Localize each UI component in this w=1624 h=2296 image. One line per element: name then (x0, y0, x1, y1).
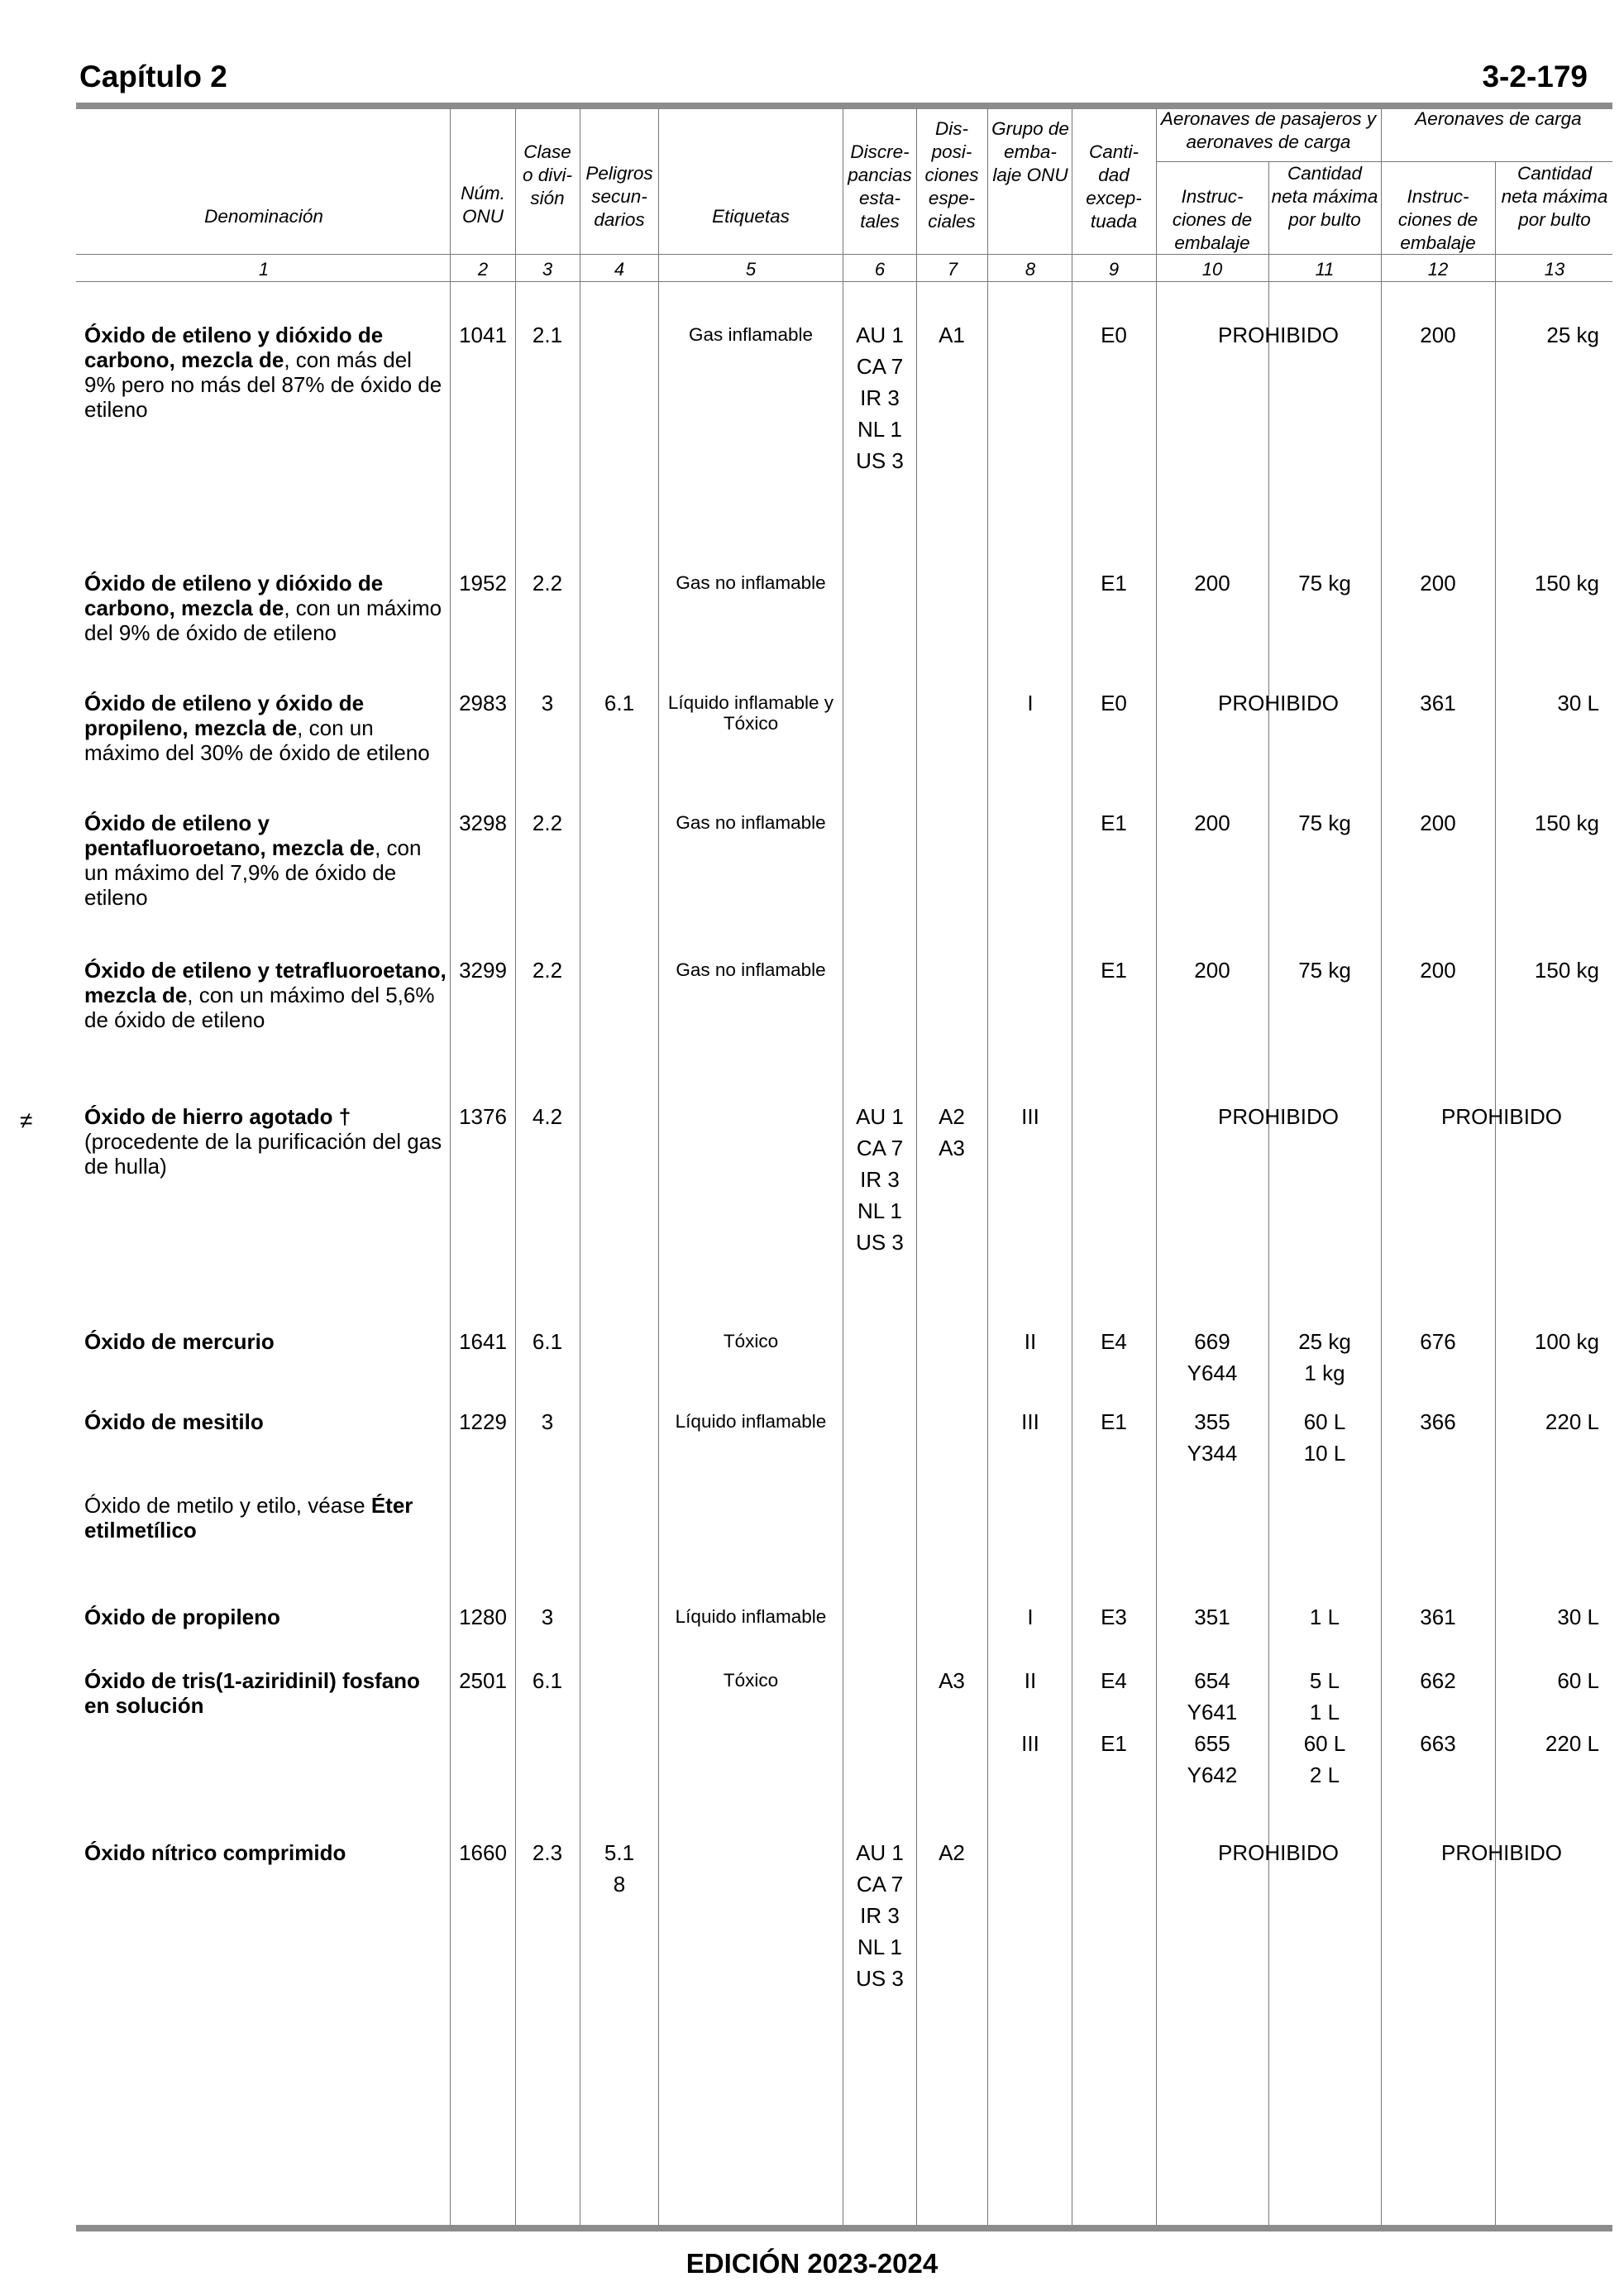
col-divider (1268, 161, 1269, 2225)
pax-packing-instruction: 654 Y641 655 Y642 (1187, 1668, 1238, 1787)
column-number: 7 (947, 259, 958, 280)
col-divider (987, 108, 988, 2225)
cargo-max-quantity: 150 kg (1534, 958, 1599, 983)
col-divider (1156, 108, 1157, 2225)
cargo-packing-instruction: 361 (1420, 691, 1456, 715)
entry-name-bold: Óxido de mercurio (84, 1329, 275, 1354)
col-header-cantidad-pax: Cantidad neta máxima por bulto (1271, 163, 1378, 230)
class-division: 2.3 (532, 1840, 563, 1865)
pax-packing-instruction: 355 Y344 (1187, 1409, 1238, 1466)
pax-packing-instruction: PROHIBIDO (1218, 1104, 1339, 1129)
cargo-max-quantity: 60 L 220 L (1545, 1668, 1599, 1756)
column-number: 11 (1315, 259, 1335, 280)
secondary-hazard: 6.1 (604, 691, 635, 715)
cargo-max-quantity: 150 kg (1534, 811, 1599, 835)
packing-group: II (1024, 1329, 1037, 1354)
cargo-packing-instruction: 200 (1420, 958, 1456, 983)
page-number: 3-2-179 (1482, 60, 1588, 93)
label-text: Gas no inflamable (676, 572, 826, 593)
col-header-cantidad-carga: Cantidad neta máxima por bulto (1501, 163, 1608, 230)
packing-group: III (1021, 1104, 1039, 1129)
cargo-packing-instruction: 200 (1420, 323, 1456, 347)
pax-max-quantity: 75 kg (1298, 571, 1351, 596)
entry-description: , con un máximo del 9% de óxido de etileno (84, 596, 442, 645)
entry-name-bold: Éter etilmetílico (84, 1493, 413, 1543)
class-division: 3 (541, 1605, 554, 1629)
cargo-max-quantity: 30 L (1557, 691, 1599, 715)
cargo-packing-instruction: 366 (1420, 1409, 1456, 1434)
col-header-peligros: Peligros secun- darios (585, 163, 653, 230)
cargo-packing-instruction: 200 (1420, 571, 1456, 596)
un-number: 2501 (459, 1668, 507, 1693)
secondary-hazard: 5.1 8 (604, 1840, 635, 1897)
label-text: Tóxico (723, 1331, 779, 1351)
entry-description: (procedente de la purificación del gas de hulla) (84, 1129, 442, 1179)
special-provisions: A2 A3 (939, 1104, 965, 1160)
pax-packing-instruction: 200 (1194, 571, 1230, 596)
entry-name-bold: Óxido de etileno y dióxido de carbono, mezcla de (84, 571, 384, 620)
class-division: 2.2 (532, 571, 563, 596)
special-provisions: A2 (939, 1840, 965, 1865)
entry-prefix: Óxido de metilo y etilo, véase (84, 1493, 371, 1518)
entry-description: , con un máximo del 30% de óxido de etileno (84, 715, 430, 765)
entry-name-bold: Óxido de etileno y tetrafluoroetano, mezcla de (84, 958, 447, 1007)
col-header-instrucciones-carga: Instruc- ciones de embalaje (1397, 186, 1478, 253)
col-header-denominacion: Denominación (204, 206, 323, 227)
col-divider (515, 108, 516, 2225)
class-division: 2.2 (532, 811, 563, 835)
special-provisions: A3 (939, 1668, 965, 1693)
class-division: 4.2 (532, 1104, 563, 1129)
column-number: 13 (1544, 259, 1565, 280)
un-number: 1952 (459, 571, 507, 596)
column-number: 3 (542, 259, 553, 280)
cargo-max-quantity: 30 L (1557, 1605, 1599, 1629)
entry-denomination (84, 811, 448, 910)
column-number: 10 (1201, 259, 1223, 280)
group-header-pasajeros: Aeronaves de pasajeros y aeronaves de carga (1160, 108, 1377, 152)
column-number: 12 (1427, 259, 1449, 280)
entry-denomination (84, 958, 448, 1032)
col-header-cantidad-exceptuada: Canti- dad excep- tuada (1086, 141, 1142, 232)
pax-packing-instruction: PROHIBIDO (1218, 691, 1339, 715)
packing-group: I (1027, 691, 1034, 715)
col-header-etiquetas: Etiquetas (712, 206, 790, 227)
cargo-max-quantity: 150 kg (1534, 571, 1599, 596)
label-text: Gas no inflamable (676, 812, 826, 833)
col-header-num-onu: Núm. ONU (461, 183, 505, 227)
cargo-packing-instruction: PROHIBIDO (1441, 1104, 1562, 1129)
col-divider (916, 108, 917, 2225)
col-divider (1381, 108, 1382, 2225)
entry-name-bold: Óxido de etileno y pentafluoroetano, mezcla de (84, 811, 375, 860)
label-text: Gas inflamable (688, 324, 814, 345)
entry-denomination (84, 1493, 448, 1543)
cargo-packing-instruction: PROHIBIDO (1441, 1840, 1562, 1865)
label-text: Gas no inflamable (676, 959, 826, 980)
excepted-quantity: E1 (1101, 1409, 1127, 1434)
state-variations: AU 1 CA 7 IR 3 NL 1 US 3 (856, 1840, 904, 1991)
col-header-disposiciones: Dis- posi- ciones espe- ciales (924, 118, 979, 232)
cargo-packing-instruction: 676 (1420, 1329, 1456, 1354)
entry-description: , con un máximo del 7,9% de óxido de etileno (84, 835, 422, 910)
pax-max-quantity: 1 L (1309, 1605, 1340, 1629)
entry-name-bold: Óxido de mesitilo (84, 1409, 264, 1434)
label-text: Líquido inflamable (675, 1606, 827, 1627)
packing-group: III (1021, 1409, 1039, 1434)
chapter-title: Capítulo 2 (79, 60, 227, 93)
column-number: 9 (1108, 259, 1120, 280)
class-division: 6.1 (532, 1329, 563, 1354)
col-header-grupo-embalaje: Grupo de emba- laje ONU (991, 118, 1069, 185)
label-text: Tóxico (723, 1670, 779, 1691)
class-division: 6.1 (532, 1668, 563, 1693)
entry-denomination (84, 691, 448, 765)
un-number: 1041 (459, 323, 507, 347)
entry-name-bold: Óxido de tris(1-aziridinil) fosfano en solución (84, 1668, 420, 1718)
header-rule (76, 281, 1612, 282)
col-divider (658, 108, 659, 2225)
entry-name-bold: Óxido de hierro agotado † (84, 1104, 351, 1129)
un-number: 1280 (459, 1605, 507, 1629)
pax-packing-instruction: PROHIBIDO (1218, 323, 1339, 347)
un-number: 1660 (459, 1840, 507, 1865)
cargo-max-quantity: 25 kg (1546, 323, 1599, 347)
packing-group: II III (1021, 1668, 1039, 1756)
col-divider (1495, 161, 1496, 2225)
entry-name-bold: Óxido de propileno (84, 1605, 280, 1629)
column-number: 1 (258, 259, 270, 280)
excepted-quantity: E4 (1101, 1329, 1127, 1354)
cargo-packing-instruction: 361 (1420, 1605, 1456, 1629)
col-header-discrepancias: Discre- pancias esta- tales (848, 141, 912, 232)
state-variations: AU 1 CA 7 IR 3 NL 1 US 3 (856, 323, 904, 473)
column-number: 5 (745, 259, 757, 280)
col-header-clase: Clase o divi- sión (522, 141, 573, 208)
packing-group: I (1027, 1605, 1034, 1629)
entry-denomination (84, 1605, 448, 1629)
cargo-packing-instruction: 662 663 (1420, 1668, 1456, 1756)
pax-packing-instruction: 200 (1194, 958, 1230, 983)
entry-name-bold: Óxido nítrico comprimido (84, 1840, 346, 1865)
excepted-quantity: E1 (1101, 811, 1127, 835)
class-division: 2.2 (532, 958, 563, 983)
excepted-quantity: E3 (1101, 1605, 1127, 1629)
column-number: 6 (874, 259, 886, 280)
pax-max-quantity: 25 kg 1 kg (1298, 1329, 1351, 1385)
pax-max-quantity: 75 kg (1298, 811, 1351, 835)
bottom-rule (76, 2225, 1612, 2231)
cargo-max-quantity: 220 L (1545, 1409, 1599, 1434)
col-header-instrucciones-pax: Instruc- ciones de embalaje (1172, 186, 1253, 253)
un-number: 3299 (459, 958, 507, 983)
column-number: 4 (614, 259, 625, 280)
un-number: 3298 (459, 811, 507, 835)
pax-max-quantity: 60 L 10 L (1303, 1409, 1346, 1466)
pax-packing-instruction: 669 Y644 (1187, 1329, 1238, 1385)
excepted-quantity: E0 (1101, 691, 1127, 715)
excepted-quantity: E1 (1101, 571, 1127, 596)
col-divider (450, 108, 451, 2225)
entry-denomination (84, 571, 448, 645)
entry-name-bold: Óxido de etileno y dióxido de carbono, mezcla de (84, 323, 384, 372)
entry-denomination (84, 1409, 448, 1434)
un-number: 1229 (459, 1409, 507, 1434)
excepted-quantity: E0 (1101, 323, 1127, 347)
label-text: Líquido inflamable (675, 1411, 827, 1432)
pax-packing-instruction: PROHIBIDO (1218, 1840, 1339, 1865)
state-variations: AU 1 CA 7 IR 3 NL 1 US 3 (856, 1104, 904, 1255)
edition-footer: EDICIÓN 2023-2024 (685, 2248, 939, 2279)
cargo-packing-instruction: 200 (1420, 811, 1456, 835)
excepted-quantity: E1 (1101, 958, 1127, 983)
pax-max-quantity: 5 L 1 L 60 L 2 L (1303, 1668, 1346, 1787)
un-number: 1376 (459, 1104, 507, 1129)
entry-denomination (84, 1668, 448, 1718)
change-mark: ≠ (20, 1107, 33, 1133)
column-number: 2 (477, 259, 489, 280)
pax-packing-instruction: 351 (1194, 1605, 1230, 1629)
special-provisions: A1 (939, 323, 965, 347)
entry-denomination (84, 1329, 448, 1354)
entry-denomination (84, 1104, 448, 1179)
cargo-max-quantity: 100 kg (1534, 1329, 1599, 1354)
class-division: 3 (541, 1409, 554, 1434)
group-header-carga: Aeronaves de carga (1415, 108, 1582, 129)
column-number: 8 (1025, 259, 1036, 280)
entry-description: , con más del 9% pero no más del 87% de óxido de etileno (84, 347, 442, 422)
entry-denomination (84, 323, 448, 422)
label-text: Líquido inflamable y Tóxico (667, 692, 834, 734)
class-division: 2.1 (532, 323, 563, 347)
pax-max-quantity: 75 kg (1298, 958, 1351, 983)
top-rule (76, 103, 1612, 109)
un-number: 2983 (459, 691, 507, 715)
un-number: 1641 (459, 1329, 507, 1354)
excepted-quantity: E4 E1 (1101, 1668, 1127, 1756)
entry-description: , con un máximo del 5,6% de óxido de etileno (84, 983, 435, 1032)
pax-packing-instruction: 200 (1194, 811, 1230, 835)
entry-denomination (84, 1840, 448, 1865)
class-division: 3 (541, 691, 554, 715)
entry-name-bold: Óxido de etileno y óxido de propileno, mezcla de (84, 691, 365, 740)
